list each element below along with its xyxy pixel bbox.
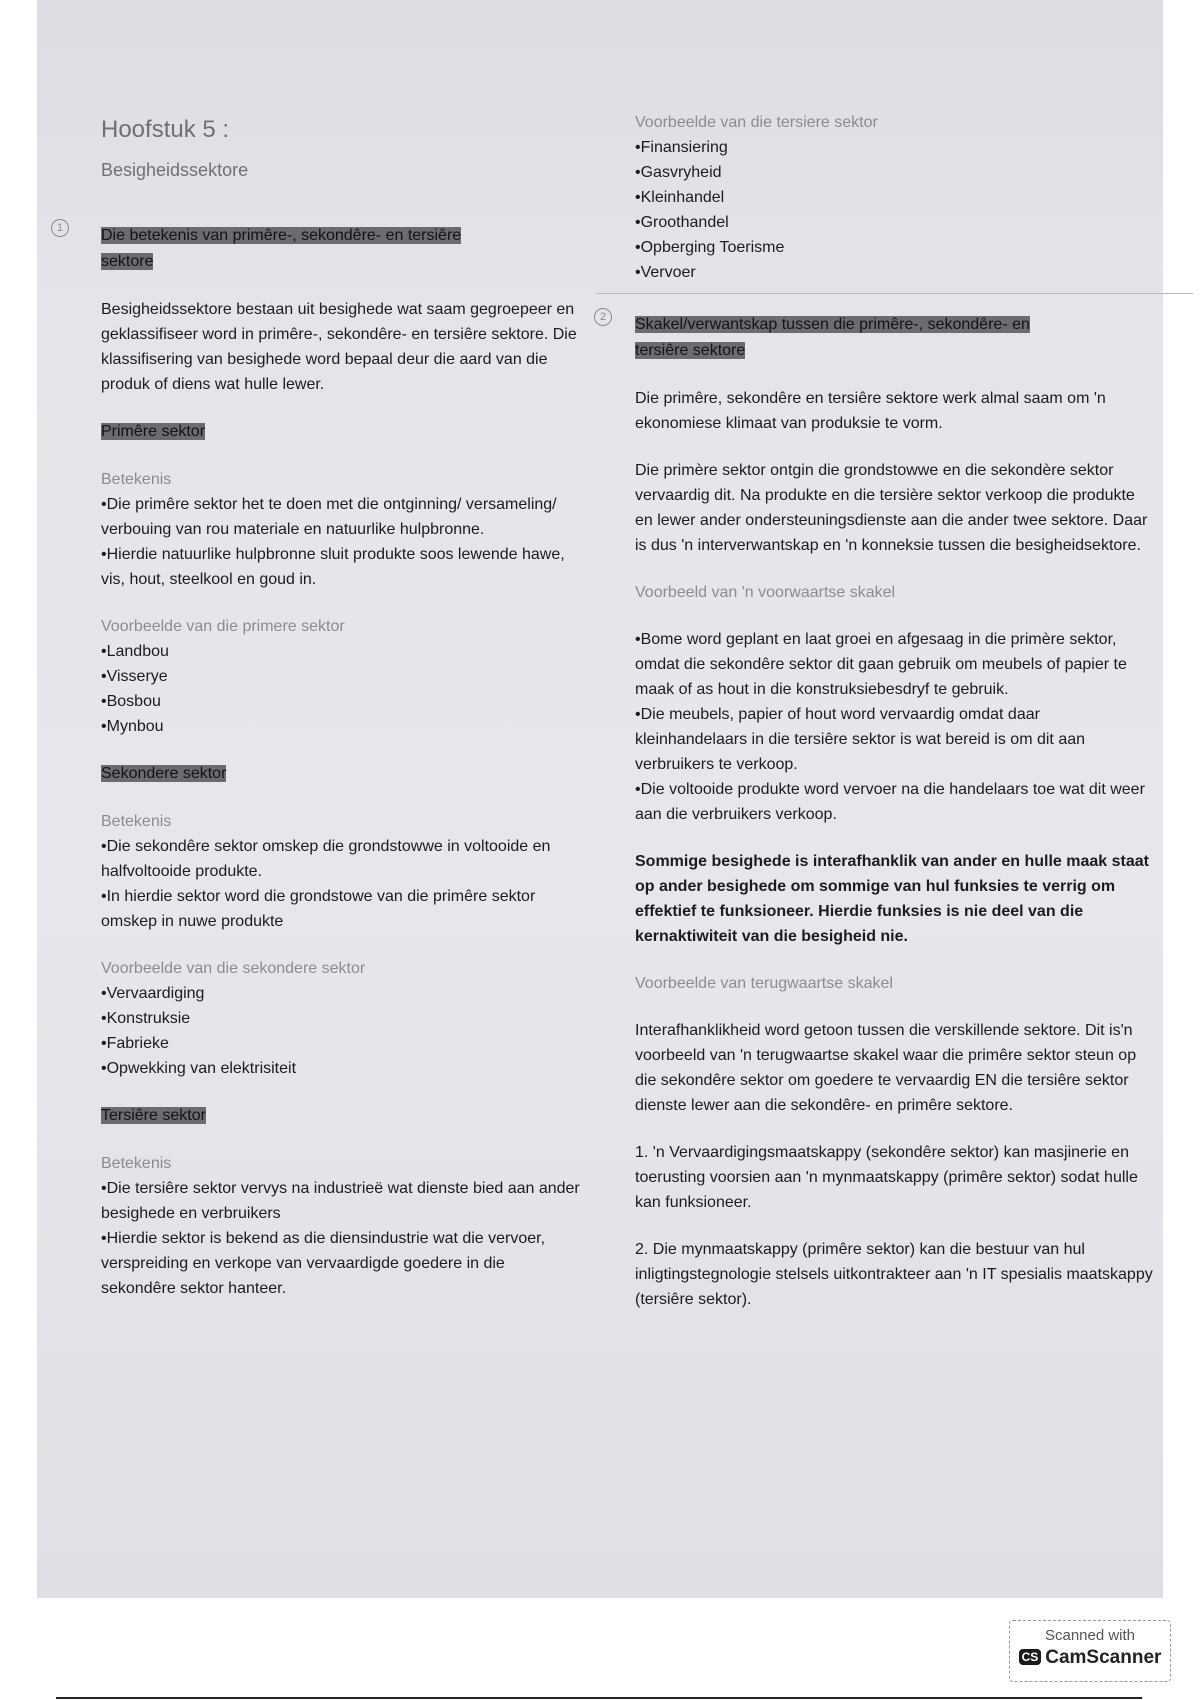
backward-link-paragraph: Interafhanklikheid word getoon tussen die verskillende sektore. Dit is'n voorbeeld van 'n terugwaartse skakel waar die primêre sektor steun op die sekondêre sektor om goedere te vervaardig EN die tersiêre sektor dienste lewer aan die sekondêre- en primêre sektore. (635, 1022, 1137, 1114)
chapter-subtitle: Besigheidssektore (101, 160, 249, 180)
list-item: • Opberging Toerisme (635, 235, 1155, 260)
intro-paragraph: Besigheidssektore bestaan uit besighede wat saam gegroepeer en geklassifiseer word in primêre-, sekondêre- en tersiêre sektore. Die klassifisering van besighede word bepaal deur die aard van die produk of diens wat hulle lewer. (101, 301, 577, 393)
list-item: • Groothandel (635, 210, 1155, 235)
meaning-heading-line-1: Die betekenis van primêre-, sekondêre- en tersiêre (101, 227, 462, 244)
list-item: • Die meubels, papier of hout word vervaardig omdat daar kleinhandelaars in die tersiêre sektor is wat bereid is om dit aan verbruikers te verkoop. (635, 702, 1155, 777)
primary-meaning-list (101, 492, 581, 592)
list-item: • Bosbou (101, 689, 581, 714)
scanned-page (37, 0, 1163, 1598)
meaning-section-heading (101, 223, 581, 275)
link-section-heading (635, 312, 1155, 364)
list-item: • Gasvryheid (635, 160, 1155, 185)
margin-circle-mark-1: 1 (51, 219, 69, 237)
primary-meaning-label: Betekenis (101, 471, 172, 488)
camscanner-watermark (1009, 1620, 1171, 1682)
list-item: • Die primêre sektor het te doen met die ontginning/ versameling/ verbouing van rou materiale en natuurlike hulpbronne. (101, 492, 581, 542)
tertiary-sector-heading (101, 1103, 581, 1129)
right-column (635, 110, 1155, 1334)
list-item: • Die tersiêre sektor vervys na industrieë wat dienste bied aan ander besighede en verbruikers (101, 1176, 581, 1226)
list-item: • Finansiering (635, 135, 1155, 160)
numbered-example-2: 2. Die mynmaatskappy (primêre sektor) kan die bestuur van hul inligtingstegnologie stelsels uitkontrakteer aan 'n IT spesialis maatskappy (tersiêre sektor). (635, 1241, 1153, 1308)
list-item: • Kleinhandel (635, 185, 1155, 210)
numbered-example-1: 1. 'n Vervaardigingsmaatskappy (sekondêre sektor) kan masjinerie en toerusting voorsien aan 'n mynmaatskappy (primêre sektor) sodat hulle kan funksioneer. (635, 1144, 1138, 1211)
list-item: • Hierdie sektor is bekend as die diensindustrie wat die vervoer, verspreiding en verkope van vervaardigde goedere in die sekondêre sektor hanteer. (101, 1226, 581, 1301)
watermark-top-text: Scanned with (1044, 1627, 1136, 1644)
forward-link-list (635, 627, 1155, 827)
primary-sector-heading (101, 419, 581, 445)
secondary-meaning-label: Betekenis (101, 813, 172, 830)
primary-examples-list (101, 639, 581, 739)
forward-link-label: Voorbeeld van 'n voorwaartse skakel (635, 584, 896, 601)
primary-heading-text: Primêre sektor (101, 423, 206, 440)
link-heading-line-1: Skakel/verwantskap tussen die primêre-, sekondêre- en (635, 316, 1030, 333)
list-item: • Die voltooide produkte word vervoer na die handelaars toe wat dit weer aan die verbruikers verkoop. (635, 777, 1155, 827)
list-item: • Vervaardiging (101, 981, 581, 1006)
tertiary-examples-list (635, 135, 1155, 285)
meaning-heading-line-2: sektore (101, 253, 154, 270)
secondary-meaning-list (101, 834, 581, 934)
secondary-heading-text: Sekondere sektor (101, 765, 227, 782)
backward-link-label: Voorbeelde van terugwaartse skakel (635, 975, 893, 992)
link-heading-line-2: tersiêre sektore (635, 342, 746, 359)
bottom-rule (56, 1697, 1142, 1699)
left-column (101, 112, 581, 1323)
list-item: • Vervoer (635, 260, 1155, 285)
margin-circle-mark-2: 2 (594, 308, 612, 326)
secondary-sector-heading (101, 761, 581, 787)
watermark-brand-text: CamScanner (1045, 1647, 1162, 1668)
tertiary-heading-text: Tersiêre sektor (101, 1107, 206, 1124)
list-item: • Konstruksie (101, 1006, 581, 1031)
camscanner-logo-icon: CS (1019, 1649, 1042, 1665)
watermark-brand (1010, 1647, 1170, 1669)
tertiary-meaning-list (101, 1176, 581, 1301)
secondary-examples-list (101, 981, 581, 1081)
list-item: • Visserye (101, 664, 581, 689)
list-item: • Die sekondêre sektor omskep die grondstowwe in voltooide en halfvoltooide produkte. (101, 834, 581, 884)
tertiary-meaning-label: Betekenis (101, 1155, 172, 1172)
list-item: • Landbou (101, 639, 581, 664)
chapter-title: Hoofstuk 5 : (101, 116, 230, 143)
list-item: • Opwekking van elektrisiteit (101, 1056, 581, 1081)
list-item: • Bome word geplant en laat groei en afgesaag in die primère sektor, omdat die sekondêre sektor dit gaan gebruik om meubels of papier te maak of as hout in die konstruksiebesdryf te gebruik. (635, 627, 1155, 702)
list-item: • Mynbou (101, 714, 581, 739)
list-item: • Hierdie natuurlike hulpbronne sluit produkte soos lewende hawe, vis, hout, steelkool en goud in. (101, 542, 581, 592)
secondary-examples-label: Voorbeelde van die sekondere sektor (101, 960, 366, 977)
list-item: • Fabrieke (101, 1031, 581, 1056)
link-paragraph-1: Die primêre, sekondêre en tersiêre sektore werk almal saam om 'n ekonomiese klimaat van produksie te vorm. (635, 390, 1106, 432)
section-divider (597, 293, 1193, 294)
link-paragraph-2: Die primère sektor ontgin die grondstowwe en die sekondère sektor vervaardig dit. Na produkte en die tersière sektor verkoop die produkte en lewer ander ondersteuningsdienste aan die ander twee sektore. Daar is dus 'n interverwantskap en 'n konneksie tussen die besigheidsektore. (635, 462, 1148, 554)
primary-examples-label: Voorbeelde van die primere sektor (101, 618, 345, 635)
tertiary-examples-label: Voorbeelde van die tersiere sektor (635, 114, 878, 131)
interdependence-bold-paragraph: Sommige besighede is interafhanklik van ander en hulle maak staat op ander besighede om sommige van hul funksies te verrig om effektief te funksioneer. Hierdie funksies is nie deel van die kernaktiwiteit van die besigheid nie. (635, 853, 1149, 945)
list-item: • In hierdie sektor word die grondstowe van die primêre sektor omskep in nuwe produkte (101, 884, 581, 934)
